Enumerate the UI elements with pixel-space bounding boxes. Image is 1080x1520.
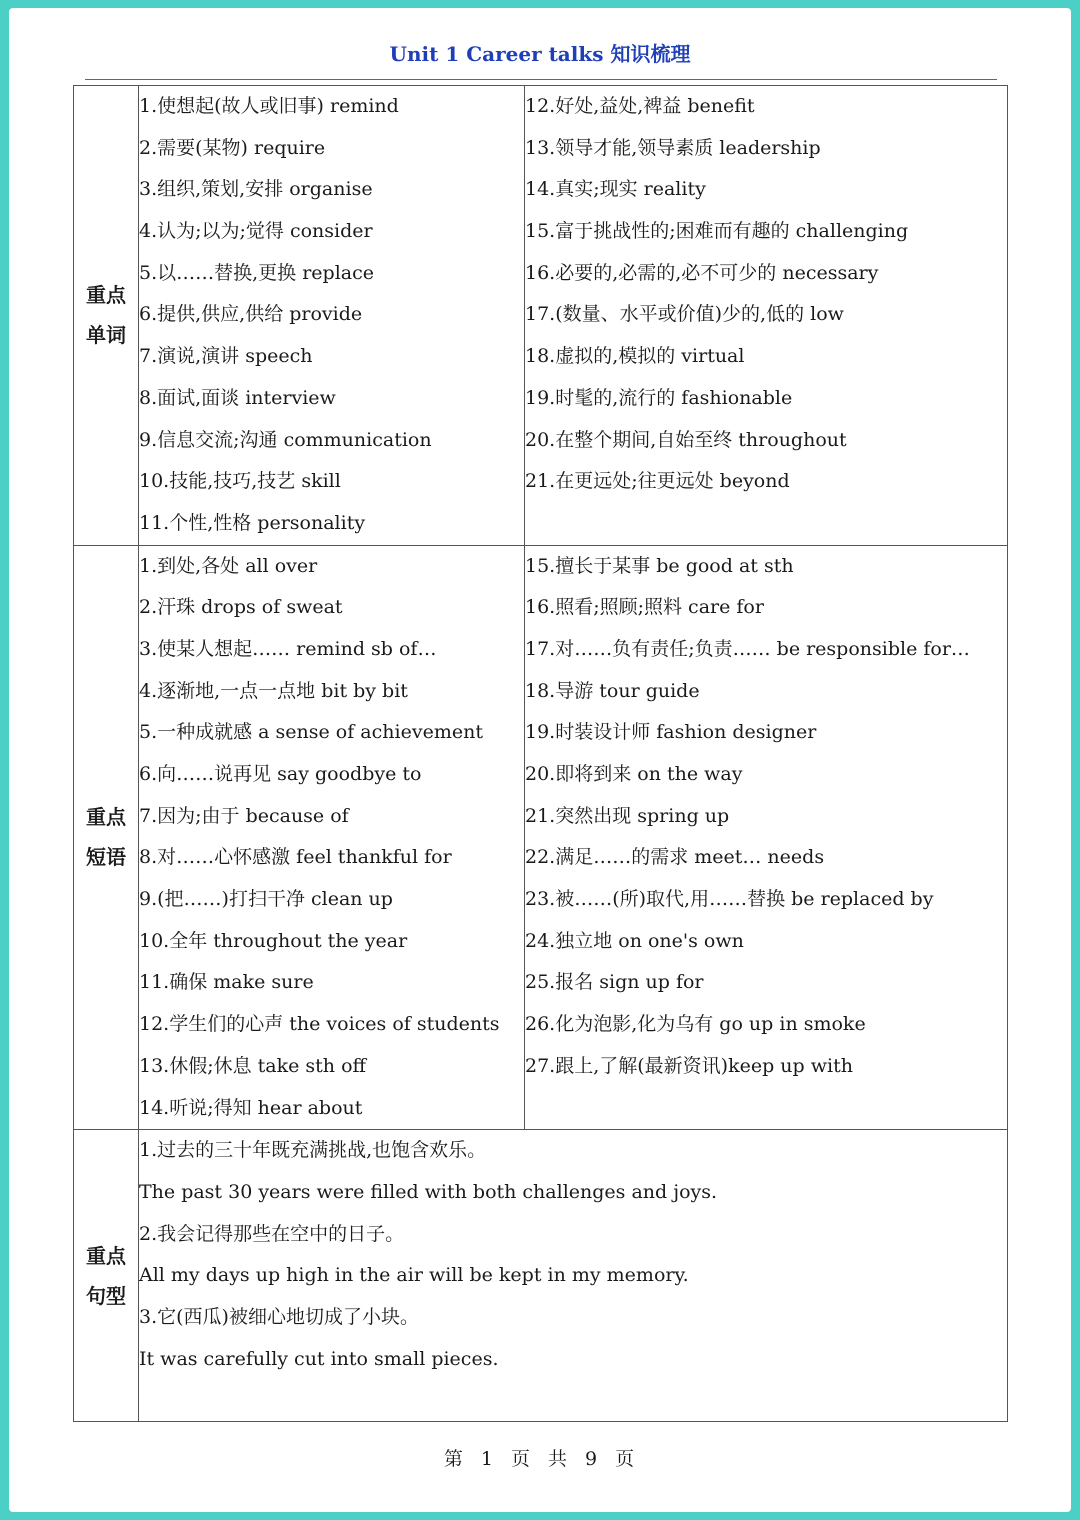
phrase-item: 23.被……(所)取代,用……替换 be replaced by	[525, 888, 934, 911]
phrase-item: 13.休假;休息 take sth off	[139, 1054, 367, 1077]
phrase-item: 22.满足……的需求 meet… needs	[525, 846, 825, 869]
phrases-category-label: 重点 短语	[74, 545, 139, 1130]
word-item: 2.需要(某物) require	[139, 136, 326, 159]
words-category-label: 重点 单词	[74, 86, 139, 546]
word-item: 1.使想起(故人或旧事) remind	[139, 95, 399, 117]
sentence-line: 3.它(西瓜)被细心地切成了小块。	[139, 1305, 419, 1328]
word-item: 17.(数量、水平或价值)少的,低的 low	[525, 303, 844, 326]
phrase-item: 18.导游 tour guide	[525, 679, 700, 702]
sentence-line: It was carefully cut into small pieces.	[139, 1347, 499, 1370]
phrase-item: 19.时装设计师 fashion designer	[525, 721, 817, 744]
word-item: 3.组织,策划,安排 organise	[139, 178, 373, 201]
word-item: 19.时髦的,流行的 fashionable	[525, 386, 793, 409]
word-item: 14.真实;现实 reality	[525, 178, 706, 201]
phrase-item: 17.对……负有责任;负责…… be responsible for…	[525, 637, 970, 660]
phrases-row	[74, 545, 1008, 1130]
sentence-line: The past 30 years were filled with both challenges and joys.	[139, 1180, 718, 1203]
word-item: 8.面试,面谈 interview	[139, 386, 336, 409]
phrase-item: 8.对……心怀感激 feel thankful for	[139, 846, 452, 869]
word-item: 11.个性,性格 personality	[139, 511, 366, 534]
phrase-item: 6.向……说再见 say goodbye to	[139, 763, 422, 785]
word-item: 9.信息交流;沟通 communication	[139, 428, 432, 451]
word-item: 15.富于挑战性的;困难而有趣的 challenging	[525, 220, 909, 243]
word-item: 6.提供,供应,供给 provide	[139, 303, 363, 326]
phrase-item: 9.(把……)打扫干净 clean up	[139, 888, 393, 911]
phrase-item: 7.因为;由于 because of	[139, 804, 349, 827]
knowledge-table	[73, 85, 1008, 1422]
phrase-item: 25.报名 sign up for	[525, 971, 704, 994]
word-item: 21.在更远处;往更远处 beyond	[525, 470, 790, 493]
word-item: 4.认为;以为;觉得 consider	[139, 220, 373, 243]
word-item: 16.必要的,必需的,必不可少的 necessary	[525, 261, 879, 284]
phrase-item: 5.一种成就感 a sense of achievement	[139, 721, 483, 744]
phrase-item: 26.化为泡影,化为乌有 go up in smoke	[525, 1013, 866, 1036]
sentence-line: 1.过去的三十年既充满挑战,也饱含欢乐。	[139, 1139, 487, 1162]
sentences-column	[139, 1130, 1008, 1422]
phrase-item: 15.擅长于某事 be good at sth	[525, 554, 794, 577]
phrase-item: 24.独立地 on one's own	[525, 929, 744, 952]
phrases-right-column	[525, 545, 1008, 1130]
sentences-row	[74, 1130, 1008, 1422]
word-item: 13.领导才能,领导素质 leadership	[525, 136, 821, 159]
word-item: 5.以……替换,更换 replace	[139, 261, 374, 284]
word-item: 7.演说,演讲 speech	[139, 345, 313, 368]
phrase-item: 21.突然出现 spring up	[525, 804, 730, 827]
phrase-item: 14.听说;得知 hear about	[139, 1096, 363, 1119]
phrase-item: 3.使某人想起…… remind sb of…	[139, 637, 437, 660]
sentence-line: All my days up high in the air will be kept in my memory.	[139, 1264, 689, 1287]
phrase-item: 20.即将到来 on the way	[525, 763, 743, 785]
phrase-item: 2.汗珠 drops of sweat	[139, 596, 343, 619]
words-right-column	[525, 86, 1008, 546]
word-item: 20.在整个期间,自始至终 throughout	[525, 428, 847, 451]
word-item: 12.好处,益处,裨益 benefit	[525, 95, 755, 117]
words-left-column	[139, 86, 525, 546]
document-title: Unit 1 Career talks 知识梳理	[389, 42, 691, 66]
sentences-category-label: 重点 句型	[74, 1130, 139, 1422]
sentence-line: 2.我会记得那些在空中的日子。	[139, 1222, 405, 1245]
phrase-item: 12.学生们的心声 the voices of students	[139, 1013, 500, 1036]
phrase-item: 27.跟上,了解(最新资讯)keep up with	[525, 1054, 853, 1077]
phrase-item: 16.照看;照顾;照料 care for	[525, 596, 764, 619]
phrases-left-column	[139, 545, 525, 1130]
page-number: 第 1 页 共 9 页	[443, 1448, 637, 1470]
word-item: 10.技能,技巧,技艺 skill	[139, 470, 341, 493]
word-item: 18.虚拟的,模拟的 virtual	[525, 345, 745, 368]
phrase-item: 4.逐渐地,一点一点地 bit by bit	[139, 679, 408, 702]
phrase-item: 1.到处,各处 all over	[139, 554, 318, 577]
words-row	[74, 86, 1008, 546]
phrase-item: 11.确保 make sure	[139, 971, 314, 994]
title-divider	[85, 79, 997, 80]
phrase-item: 10.全年 throughout the year	[139, 929, 408, 952]
